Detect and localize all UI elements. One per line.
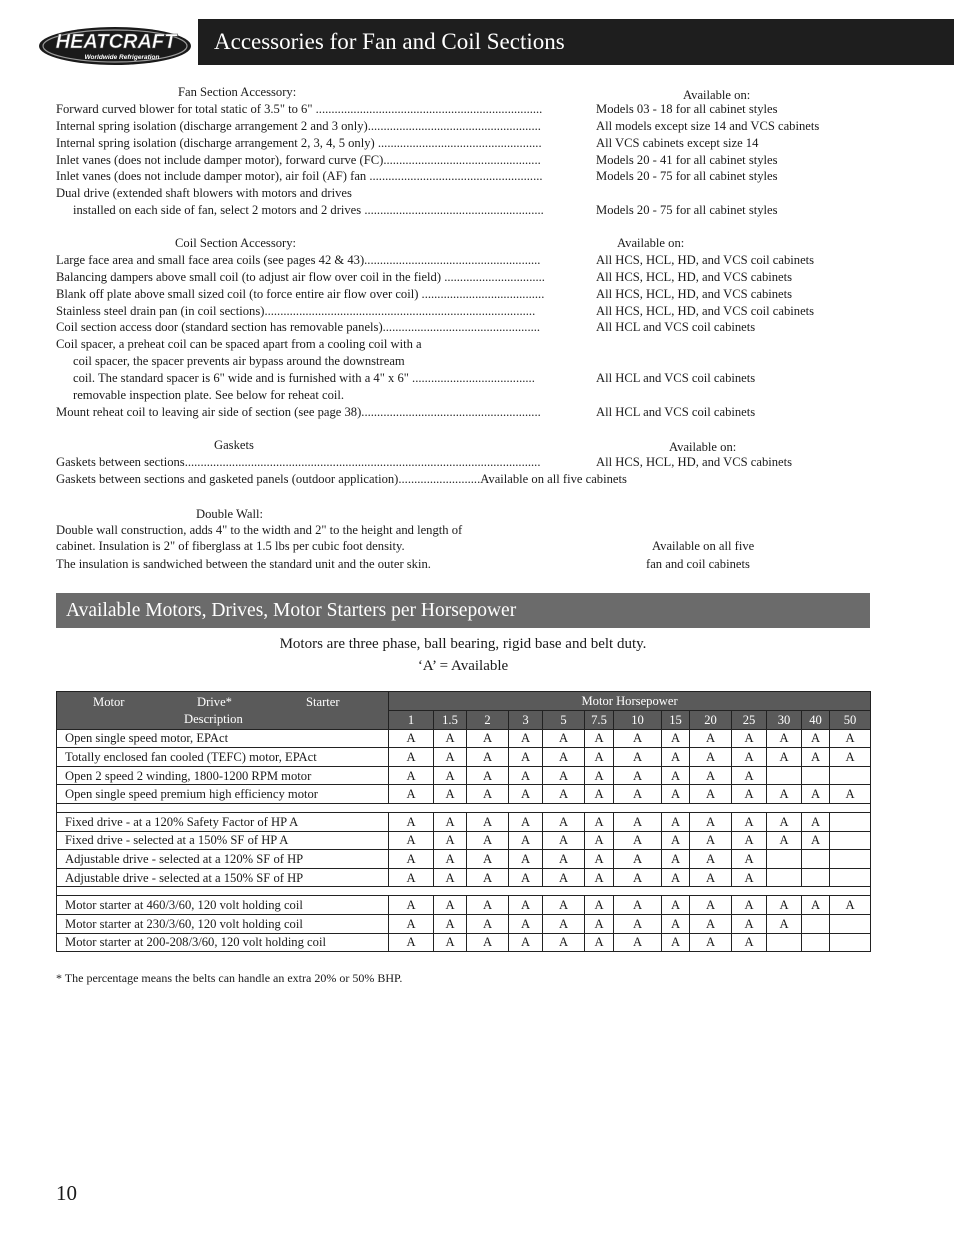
availability-cell: A: [434, 850, 467, 869]
availability-cell: [830, 868, 871, 887]
availability-cell: A: [614, 831, 662, 850]
availability-cell: A: [732, 785, 767, 804]
row-description: Adjustable drive - selected at a 120% SF of HP: [57, 850, 389, 869]
gaskets-row-right: All HCS, HCL, HD, and VCS cabinets: [596, 455, 793, 469]
header-starter: Starter: [306, 695, 340, 709]
hp-column-header: 3: [509, 711, 543, 730]
availability-cell: A: [767, 729, 802, 748]
availability-cell: A: [614, 729, 662, 748]
availability-cell: A: [543, 914, 585, 933]
hp-column-header: 20: [690, 711, 732, 730]
availability-cell: A: [690, 766, 732, 785]
gaskets-row-left: Gaskets between sections.................................................................................................................: [56, 455, 541, 469]
coil-accessory-row-label: coil spacer, the spacer prevents air bypass around the downstream: [73, 354, 405, 369]
fan-accessory-row-availability: Models 20 - 75 for all cabinet styles: [596, 203, 778, 218]
coil-accessory-row-label: Large face area and small face area coils (see pages 42 & 43)........................................................: [56, 253, 541, 267]
availability-cell: A: [690, 914, 732, 933]
table-group-spacer: [57, 887, 871, 896]
availability-cell: A: [389, 766, 434, 785]
availability-cell: A: [614, 748, 662, 767]
logo-tagline-text: Worldwide Refrigeration: [84, 54, 160, 61]
double-wall-availability-2: fan and coil cabinets: [646, 557, 750, 571]
availability-cell: A: [662, 812, 690, 831]
row-description: Fixed drive - at a 120% Safety Factor of HP A: [57, 812, 389, 831]
table-header-description: [57, 692, 389, 730]
row-description: Totally enclosed fan cooled (TEFC) motor, EPAct: [57, 748, 389, 767]
availability-cell: A: [802, 812, 830, 831]
fan-section-heading: Fan Section Accessory:: [178, 85, 297, 99]
table-row: [57, 896, 871, 915]
availability-cell: A: [389, 933, 434, 952]
availability-cell: A: [389, 812, 434, 831]
availability-cell: A: [509, 868, 543, 887]
coil-accessory-row-label: coil. The standard spacer is 6" wide and is furnished with a 4" x 6" .......................................: [73, 370, 535, 385]
availability-cell: [830, 914, 871, 933]
gaskets-heading: Gaskets: [214, 438, 254, 452]
coil-accessory-row-label: Coil section access door (standard section has removable panels)..................................................: [56, 320, 541, 335]
spacer-cell: [57, 887, 871, 896]
coil-accessory-row-label: Balancing dampers above small coil (to adjust air flow over coil in the field) ................................: [56, 269, 545, 284]
table-row: [57, 933, 871, 952]
availability-cell: A: [662, 785, 690, 804]
availability-cell: [767, 766, 802, 785]
availability-cell: A: [434, 914, 467, 933]
coil-accessory-row-availability: All HCS, HCL, HD, and VCS coil cabinets: [596, 253, 815, 267]
availability-cell: A: [690, 850, 732, 869]
coil-section-heading: Coil Section Accessory:: [175, 236, 297, 250]
availability-cell: A: [467, 766, 509, 785]
availability-cell: A: [585, 896, 614, 915]
availability-cell: A: [543, 850, 585, 869]
table-row: [57, 914, 871, 933]
availability-cell: [830, 812, 871, 831]
availability-cell: A: [467, 914, 509, 933]
spacer-cell: [57, 803, 871, 812]
fan-accessory-row-label: Inlet vanes (does not include damper motor), air foil (AF) fan .......................................................: [56, 169, 543, 184]
availability-cell: A: [389, 785, 434, 804]
availability-cell: A: [732, 729, 767, 748]
availability-cell: [830, 766, 871, 785]
availability-cell: [830, 933, 871, 952]
availability-cell: A: [389, 896, 434, 915]
row-description: Open 2 speed 2 winding, 1800-1200 RPM motor: [57, 766, 389, 785]
availability-cell: A: [802, 785, 830, 804]
availability-cell: A: [434, 868, 467, 887]
hp-column-header: 30: [767, 711, 802, 730]
availability-cell: A: [543, 785, 585, 804]
availability-cell: A: [767, 914, 802, 933]
availability-cell: A: [732, 896, 767, 915]
heatcraft-logo: [38, 26, 192, 66]
availability-cell: A: [830, 748, 871, 767]
availability-cell: A: [509, 812, 543, 831]
row-description: Motor starter at 200-208/3/60, 120 volt holding coil: [57, 933, 389, 952]
header-drive: Drive*: [197, 695, 232, 709]
availability-cell: A: [662, 914, 690, 933]
hp-column-header: 5: [543, 711, 585, 730]
table-row: [57, 766, 871, 785]
fan-accessory-row-availability: All models except size 14 and VCS cabinets: [596, 118, 820, 133]
availability-cell: A: [509, 914, 543, 933]
table-group-spacer: [57, 803, 871, 812]
coil-accessory-row-label: Blank off plate above small sized coil (to force entire air flow over coil) .......................................: [56, 286, 545, 301]
availability-cell: A: [389, 748, 434, 767]
availability-cell: [767, 868, 802, 887]
coil-accessory-row-availability: All HCS, HCL, HD, and VCS coil cabinets: [596, 303, 815, 318]
table-row: [57, 729, 871, 748]
availability-cell: A: [585, 933, 614, 952]
row-description: Motor starter at 460/3/60, 120 volt holding coil: [57, 896, 389, 915]
availability-cell: A: [467, 785, 509, 804]
availability-cell: A: [467, 868, 509, 887]
fan-accessory-row-label: Internal spring isolation (discharge arrangement 2, 3, 4, 5 only) ....................................................: [56, 135, 542, 150]
availability-cell: A: [585, 748, 614, 767]
hp-column-header: 2: [467, 711, 509, 730]
hp-column-header: 15: [662, 711, 690, 730]
motors-note-2: ‘A’ = Available: [417, 658, 509, 674]
availability-cell: A: [543, 868, 585, 887]
availability-cell: A: [543, 766, 585, 785]
availability-cell: A: [767, 812, 802, 831]
fan-available-heading: Available on:: [683, 88, 751, 102]
availability-cell: A: [690, 785, 732, 804]
fan-accessory-row-label: Forward curved blower for total static of 3.5" to 6" ........................................................................: [56, 102, 543, 116]
double-wall-line-3: The insulation is sandwiched between the standard unit and the outer skin.: [56, 557, 431, 571]
availability-cell: A: [389, 831, 434, 850]
availability-cell: [802, 914, 830, 933]
availability-cell: A: [614, 933, 662, 952]
availability-cell: A: [585, 850, 614, 869]
availability-cell: A: [585, 812, 614, 831]
hp-column-header: 40: [802, 711, 830, 730]
coil-accessory-row-label: removable inspection plate. See below for reheat coil.: [73, 387, 345, 402]
row-description: Fixed drive - selected at a 150% SF of HP A: [57, 831, 389, 850]
availability-cell: A: [614, 812, 662, 831]
availability-cell: A: [467, 831, 509, 850]
availability-cell: A: [434, 766, 467, 785]
availability-cell: A: [662, 868, 690, 887]
gaskets-available-heading: Available on:: [669, 440, 737, 454]
fan-accessory-row-label: Dual drive (extended shaft blowers with motors and drives: [56, 186, 352, 201]
availability-cell: A: [732, 933, 767, 952]
availability-cell: A: [467, 896, 509, 915]
hp-column-header: 1: [389, 711, 434, 730]
fan-accessory-row-availability: All VCS cabinets except size 14: [596, 135, 759, 150]
table-header-motor-horsepower: Motor Horsepower: [389, 692, 871, 711]
table-row: [57, 812, 871, 831]
coil-accessory-row-availability: All HCL and VCS coil cabinets: [596, 320, 756, 335]
availability-cell: A: [767, 831, 802, 850]
availability-cell: A: [389, 914, 434, 933]
availability-cell: A: [434, 748, 467, 767]
availability-cell: [830, 850, 871, 869]
availability-cell: A: [690, 896, 732, 915]
gaskets-row-2: Gaskets between sections and gasketed panels (outdoor application)..........................Available on all five cabinets: [56, 472, 627, 486]
availability-cell: A: [732, 914, 767, 933]
fan-accessory-row-availability: Models 03 - 18 for all cabinet styles: [596, 102, 778, 116]
availability-cell: A: [585, 785, 614, 804]
availability-cell: A: [690, 748, 732, 767]
availability-cell: A: [690, 812, 732, 831]
row-description: Adjustable drive - selected at a 150% SF of HP: [57, 868, 389, 887]
availability-cell: A: [509, 748, 543, 767]
hp-column-header: 7.5: [585, 711, 614, 730]
availability-cell: A: [830, 896, 871, 915]
availability-cell: A: [662, 933, 690, 952]
table-row: [57, 785, 871, 804]
availability-cell: [802, 850, 830, 869]
hp-column-header: 25: [732, 711, 767, 730]
availability-cell: A: [467, 812, 509, 831]
availability-cell: A: [690, 729, 732, 748]
coil-accessory-row-label: Mount reheat coil to leaving air side of section (see page 38).........................................................: [56, 404, 541, 419]
fan-accessory-row-availability: Models 20 - 75 for all cabinet styles: [596, 169, 778, 184]
horsepower-availability-table: [56, 691, 871, 952]
availability-cell: [830, 831, 871, 850]
availability-cell: A: [434, 812, 467, 831]
logo-brand-text: HEATCRAFT: [55, 31, 177, 53]
availability-cell: A: [690, 868, 732, 887]
coil-accessory-row-availability: All HCS, HCL, HD, and VCS cabinets: [596, 269, 793, 284]
double-wall-line-2: cabinet. Insulation is 2" of fiberglass at 1.5 lbs per cubic foot density.: [56, 539, 405, 553]
coil-accessory-row-label: Coil spacer, a preheat coil can be spaced apart from a cooling coil with a: [56, 337, 422, 352]
availability-cell: A: [732, 831, 767, 850]
coil-accessory-row-availability: All HCL and VCS coil cabinets: [596, 370, 756, 385]
availability-cell: A: [585, 729, 614, 748]
footnote: * The percentage means the belts can handle an extra 20% or 50% BHP.: [56, 971, 403, 985]
availability-cell: A: [690, 831, 732, 850]
availability-cell: A: [732, 748, 767, 767]
availability-cell: A: [690, 933, 732, 952]
availability-cell: A: [614, 914, 662, 933]
availability-cell: A: [543, 729, 585, 748]
availability-cell: [767, 933, 802, 952]
availability-cell: A: [662, 896, 690, 915]
availability-cell: A: [509, 933, 543, 952]
availability-cell: A: [802, 729, 830, 748]
availability-cell: A: [585, 868, 614, 887]
availability-cell: A: [467, 729, 509, 748]
availability-cell: A: [434, 729, 467, 748]
availability-cell: A: [585, 766, 614, 785]
availability-cell: A: [509, 896, 543, 915]
availability-cell: [802, 766, 830, 785]
availability-cell: A: [662, 831, 690, 850]
availability-cell: A: [732, 868, 767, 887]
page-number: 10: [56, 1181, 77, 1205]
availability-cell: A: [434, 933, 467, 952]
availability-cell: A: [585, 831, 614, 850]
availability-cell: A: [543, 896, 585, 915]
row-description: Open single speed motor, EPAct: [57, 729, 389, 748]
header-motor: Motor: [93, 695, 125, 709]
availability-cell: A: [509, 831, 543, 850]
availability-cell: A: [509, 766, 543, 785]
header-description: Description: [184, 712, 243, 726]
availability-cell: A: [585, 914, 614, 933]
availability-cell: A: [467, 748, 509, 767]
double-wall-line-1: Double wall construction, adds 4" to the width and 2" to the height and length of: [56, 523, 463, 537]
table-row: [57, 748, 871, 767]
availability-cell: A: [662, 748, 690, 767]
fan-accessory-row-label: Internal spring isolation (discharge arrangement 2 and 3 only).......................................................: [56, 118, 541, 133]
availability-cell: A: [614, 850, 662, 869]
coil-accessory-row-label: Stainless steel drain pan (in coil sections)......................................................................................: [56, 303, 536, 318]
availability-cell: A: [389, 729, 434, 748]
availability-cell: A: [802, 748, 830, 767]
availability-cell: A: [802, 831, 830, 850]
double-wall-heading: Double Wall:: [196, 507, 263, 521]
table-row: [57, 868, 871, 887]
row-description: Motor starter at 230/3/60, 120 volt holding coil: [57, 914, 389, 933]
availability-cell: [802, 933, 830, 952]
availability-cell: A: [614, 868, 662, 887]
fan-accessory-row-availability: Models 20 - 41 for all cabinet styles: [596, 152, 778, 167]
hp-column-header: 10: [614, 711, 662, 730]
availability-cell: A: [732, 850, 767, 869]
table-row: [57, 831, 871, 850]
availability-cell: A: [467, 850, 509, 869]
motors-section-title: Available Motors, Drives, Motor Starters per Horsepower: [56, 593, 870, 628]
availability-cell: A: [389, 850, 434, 869]
availability-cell: A: [434, 785, 467, 804]
coil-accessory-row-availability: All HCS, HCL, HD, and VCS cabinets: [596, 286, 793, 301]
availability-cell: A: [802, 896, 830, 915]
availability-cell: A: [732, 812, 767, 831]
availability-cell: A: [543, 933, 585, 952]
table-row: [57, 850, 871, 869]
row-description: Open single speed premium high efficiency motor: [57, 785, 389, 804]
availability-cell: A: [509, 729, 543, 748]
coil-available-heading: Available on:: [617, 236, 685, 250]
availability-cell: A: [509, 850, 543, 869]
availability-cell: A: [543, 831, 585, 850]
fan-accessory-row-label: installed on each side of fan, select 2 motors and 2 drives .........................................................: [73, 203, 544, 218]
availability-cell: [767, 850, 802, 869]
availability-cell: A: [434, 896, 467, 915]
availability-cell: A: [830, 785, 871, 804]
availability-cell: A: [614, 785, 662, 804]
availability-cell: A: [767, 785, 802, 804]
availability-cell: A: [662, 850, 690, 869]
availability-cell: [802, 868, 830, 887]
hp-column-header: 50: [830, 711, 871, 730]
motors-note-1: Motors are three phase, ball bearing, rigid base and belt duty.: [279, 636, 647, 652]
availability-cell: A: [614, 766, 662, 785]
availability-cell: A: [732, 766, 767, 785]
availability-cell: A: [467, 933, 509, 952]
coil-accessory-row-availability: All HCL and VCS coil cabinets: [596, 404, 756, 419]
double-wall-availability-1: Available on all five: [652, 539, 755, 553]
availability-cell: A: [614, 896, 662, 915]
availability-cell: A: [434, 831, 467, 850]
availability-cell: A: [662, 729, 690, 748]
hp-column-header: 1.5: [434, 711, 467, 730]
availability-cell: A: [767, 748, 802, 767]
availability-cell: A: [662, 766, 690, 785]
availability-cell: A: [543, 812, 585, 831]
availability-cell: A: [767, 896, 802, 915]
availability-cell: A: [830, 729, 871, 748]
availability-cell: A: [509, 785, 543, 804]
availability-cell: A: [389, 868, 434, 887]
fan-accessory-row-label: Inlet vanes (does not include damper motor), forward curve (FC)..................................................: [56, 152, 541, 167]
page-title: Accessories for Fan and Coil Sections: [198, 19, 954, 65]
availability-cell: A: [543, 748, 585, 767]
